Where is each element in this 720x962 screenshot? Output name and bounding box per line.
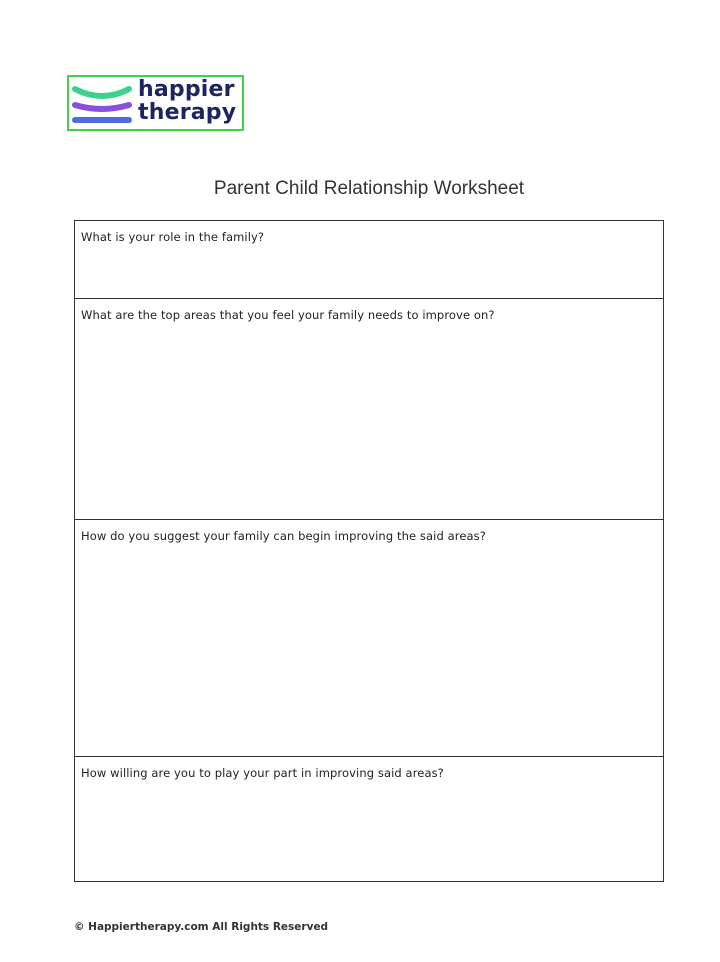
answer-box-willingness[interactable] bbox=[75, 757, 663, 880]
logo-line-1: happier bbox=[138, 77, 235, 102]
question-label: How willing are you to play your part in improving said areas? bbox=[81, 766, 444, 780]
question-label: What are the top areas that you feel your family needs to improve on? bbox=[81, 308, 495, 322]
logo-wordmark bbox=[138, 78, 236, 124]
question-label: How do you suggest your family can begin improving the said areas? bbox=[81, 529, 486, 543]
logo-line-2: therapy bbox=[138, 100, 237, 125]
answer-box-suggestions[interactable] bbox=[75, 520, 663, 757]
answer-box-role[interactable] bbox=[75, 221, 663, 299]
worksheet-title: Parent Child Relationship Worksheet bbox=[213, 178, 525, 199]
stripe-wave-icon bbox=[72, 83, 132, 127]
worksheet-table bbox=[74, 220, 664, 882]
brand-logo bbox=[67, 75, 244, 131]
question-label: What is your role in the family? bbox=[81, 230, 265, 244]
copyright-footer: © Happiertherapy.com All Rights Reserved bbox=[74, 921, 329, 933]
answer-box-improvement-areas[interactable] bbox=[75, 299, 663, 520]
